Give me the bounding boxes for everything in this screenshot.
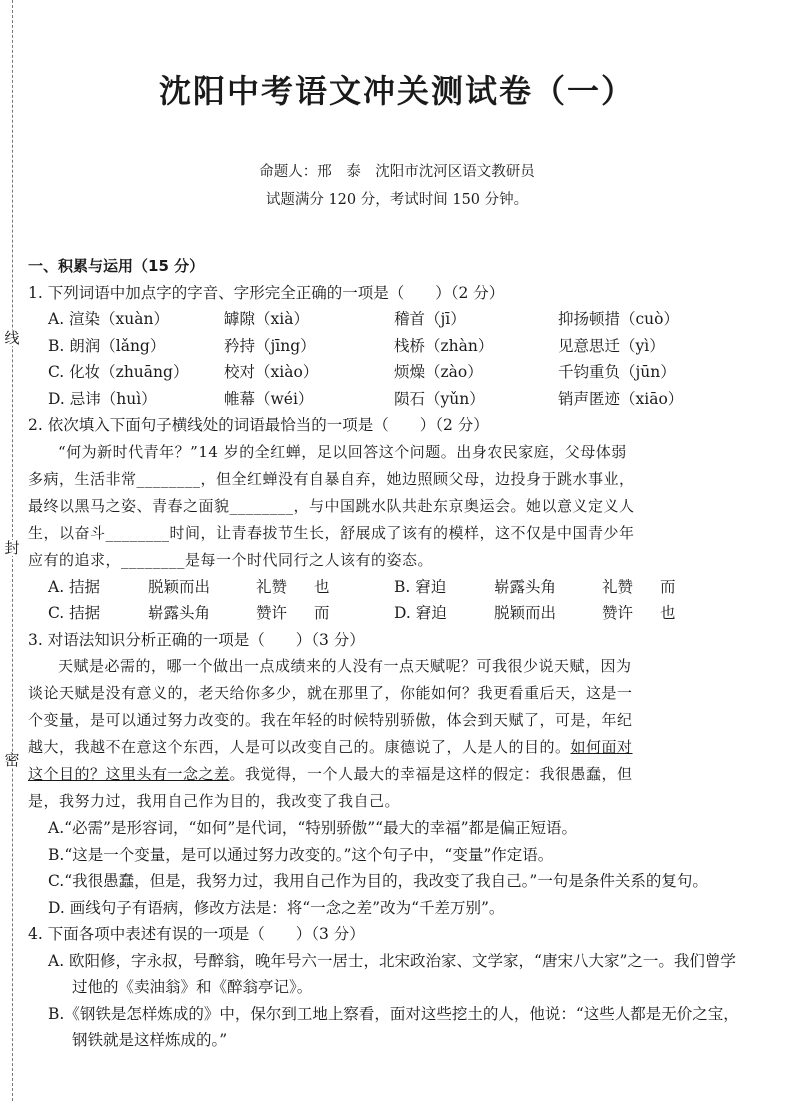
option-cell: 帷幕（wéi）: [224, 389, 314, 408]
question-4: [28, 921, 750, 1054]
option-cell: A. 渲染（xuàn）: [48, 310, 169, 328]
binding-label-feng: 封: [0, 540, 24, 556]
question-3-option-c: C.“我很愚蠢，但是，我努力过，我用自己作为目的，我改变了我自己。”一句是条件关系的复句。: [48, 872, 708, 890]
option-cell: 而: [660, 577, 676, 596]
question-2-passage: [28, 439, 750, 574]
question-2-stem: 2. 依次填入下面句子横线处的词语最恰当的一项是（ ）（2 分）: [28, 416, 489, 434]
author-line: 命题人：邢 泰 沈阳市沈河区语文教研员: [259, 164, 535, 180]
passage-line: 最终以黑马之姿、青春之面貌________，与中国跳水队共赴东京奥运会。她以意义定义人: [28, 496, 635, 515]
option-cell: 见意思迁（yì）: [558, 336, 665, 355]
option-cell: 也: [660, 604, 676, 622]
option-cell: 崭露头角: [494, 577, 557, 596]
option-cell: C. 化妆（zhuāng）: [48, 363, 189, 381]
question-4-option-b: B.《钢铁是怎样炼成的》中，保尔到工地上察看，面对这些挖土的人，他说：“这些人都是无价之宝，钢铁就是这样炼成的。”: [48, 1004, 739, 1049]
passage-line: 应有的追求，________是每一个时代同行之人该有的姿态。: [28, 550, 434, 569]
passage-line: 多病，生活非常________，但全红蝉没有自暴自弃，她边照顾父母，边投身于跳水事业，: [28, 469, 635, 488]
option-cell: B. 窘迫: [394, 577, 447, 596]
question-1-option-a: [28, 306, 750, 333]
passage-line: 是，我努力过，我用自己作为目的，我改变了我自己。: [28, 792, 401, 810]
question-2-options-cd: [28, 600, 750, 627]
passage-line: 个变量，是可以通过努力改变的。我在年轻的时候特别骄傲，体会到天赋了，可是，年纪: [28, 711, 633, 729]
option-cell: B. 朗润（lǎng）: [48, 336, 166, 355]
question-3-option-b: B.“这是一个变量，是可以通过努力改变的。”这个句子中，“变量”作定语。: [48, 845, 554, 864]
option-cell: 陨石（yǔn）: [394, 389, 485, 408]
option-cell: A. 拮据: [48, 577, 101, 596]
option-cell: D. 窘迫: [394, 604, 447, 622]
question-3: [28, 627, 750, 922]
option-cell: 校对（xiào）: [224, 363, 319, 381]
question-2: [28, 412, 750, 627]
option-cell: D. 忌讳（huì）: [48, 389, 157, 408]
passage-line: 谈论天赋是没有意义的，老天给你多少，就在那里了，你能如何？我更看重后天，这是一: [28, 684, 633, 702]
underlined-sentence-part-1: 如何面对: [570, 738, 633, 756]
option-cell: 礼赞: [256, 577, 288, 596]
option-cell: 礼赞: [602, 577, 634, 596]
question-1-stem: 1. 下列词语中加点字的字音、字形完全正确的一项是（ ）（2 分）: [28, 283, 505, 302]
passage-line: 天赋是必需的，哪一个做出一点成绩来的人没有一点天赋呢？可我很少说天赋，因为: [58, 657, 632, 675]
option-cell: 脱颖而出: [494, 604, 557, 622]
exam-info-line: 试题满分 120 分，考试时间 150 分钟。: [265, 192, 529, 208]
question-3-stem: 3. 对语法知识分析正确的一项是（ ）（3 分）: [28, 630, 365, 649]
option-cell: C. 拮据: [48, 604, 101, 622]
passage-text: 。我觉得，一个人最大的幸福是这样的假定：我很愚蠢，但: [229, 765, 633, 783]
option-cell: 罅隙（xià）: [224, 310, 309, 328]
option-cell: 赞许: [602, 604, 634, 622]
passage-line: [28, 761, 750, 788]
exam-content: [28, 253, 750, 1054]
option-cell: 脱颖而出: [148, 577, 211, 596]
question-1-option-b: [28, 333, 750, 360]
question-2-options-ab: [28, 574, 750, 601]
question-1-option-c: [28, 359, 750, 386]
binding-label-mi: 密: [0, 752, 24, 768]
option-cell: 矜持（jīng）: [224, 336, 316, 355]
option-cell: 崭露头角: [148, 604, 211, 622]
option-cell: 烦燥（zào）: [394, 363, 483, 381]
question-3-passage: [28, 653, 750, 815]
passage-line: “何为新时代青年？”14 岁的全红蝉，足以回答这个问题。出身农民家庭，父母体弱: [58, 442, 627, 461]
option-cell: 也: [314, 577, 330, 596]
question-3-option-d: D. 画线句子有语病，修改方法是：将“一念之差”改为“千差万别”。: [48, 898, 505, 917]
underlined-sentence-part-2: 这个目的？这里头有一念之差: [28, 765, 230, 783]
question-1: [28, 280, 750, 413]
binding-label-xian: 线: [0, 330, 24, 346]
option-cell: 赞许: [256, 604, 288, 622]
option-cell: 而: [314, 604, 330, 622]
passage-text: 越大，我越不在意这个东西，人是可以改变自己的。康德说了，人是人的目的。: [28, 738, 571, 756]
question-3-option-a: A.“必需”是形容词，“如何”是代词，“特别骄傲”“最大的幸福”都是偏正短语。: [48, 819, 578, 837]
passage-line: [28, 734, 750, 761]
question-4-option-a: A. 欧阳修，字永叔，号醉翁，晚年号六一居士，北宋政治家、文学家，“唐宋八大家”之一。我们曾学过他的《卖油翁》和《醉翁亭记》。: [48, 951, 736, 996]
section-heading: 一、积累与运用（15 分）: [28, 257, 205, 275]
option-cell: 稽首（jī）: [394, 310, 466, 328]
question-1-option-d: [28, 386, 750, 413]
page-title: 沈阳中考语文冲关测试卷（一）: [158, 72, 635, 110]
option-cell: 抑扬顿措（cuò）: [558, 310, 679, 328]
option-cell: 销声匿迹（xiāo）: [558, 389, 684, 408]
question-4-stem: 4. 下面各项中表述有误的一项是（ ）（3 分）: [28, 925, 365, 943]
option-cell: 栈桥（zhàn）: [394, 336, 494, 355]
passage-line: 生，以奋斗________时间，让青春拔节生长，舒展成了该有的模样，这不仅是中国青少年: [28, 523, 635, 542]
option-cell: 千钧重负（jūn）: [558, 363, 676, 381]
